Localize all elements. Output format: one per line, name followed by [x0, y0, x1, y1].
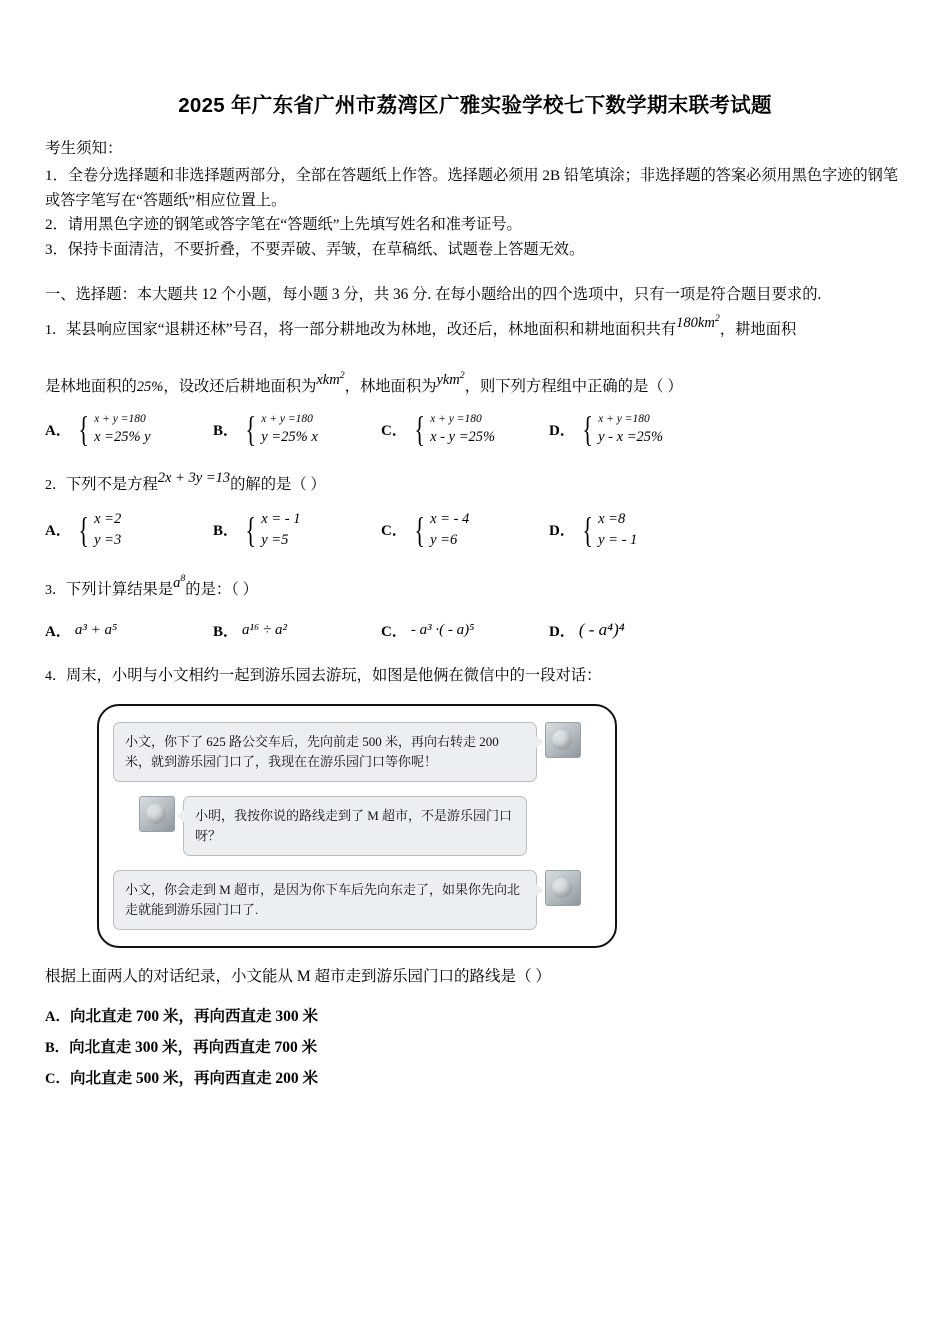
option-d-system: { x =8 y = - 1: [582, 509, 638, 550]
option-a-label: A．: [45, 1008, 70, 1025]
question-2-options: [45, 509, 905, 551]
option-c-label: C．: [45, 1070, 70, 1087]
question-2-number: 2．: [45, 478, 66, 494]
option-d-label: D．: [549, 422, 575, 439]
option-b-label: B．: [213, 523, 239, 540]
question-4-option-b[interactable]: [45, 1032, 905, 1063]
chat-row-2: [139, 796, 601, 856]
question-1-text-d: ，设改还后耕地面积为: [163, 377, 317, 395]
option-a-system: { x =2 y =3: [78, 509, 122, 550]
question-3-option-b[interactable]: [213, 620, 381, 641]
question-4: [45, 663, 905, 690]
question-1-math-a: $180km^2$: [676, 313, 720, 331]
question-4-text: 周末，小明与小文相约一起到游乐园去游玩，如图是他俩在微信中的一段对话：: [66, 666, 602, 684]
option-c-system: { x + y =180 x - y =25%: [414, 408, 496, 449]
question-1-math-d: ykm$^2$: [436, 369, 465, 388]
option-a-expr: a³ + a⁵: [74, 621, 118, 638]
question-2-option-a[interactable]: [45, 509, 213, 551]
question-3-number: 3．: [45, 582, 66, 598]
chat-bubble-2: 小明，我按你说的路线走到了 M 超市，不是游乐园门口呀？: [183, 796, 527, 856]
question-4-number: 4．: [45, 668, 66, 684]
option-b-system: { x = - 1 y =5: [245, 509, 301, 550]
option-a-system: { x + y =180 x =25% y: [78, 408, 151, 449]
question-1: [45, 313, 905, 344]
brace-icon: {: [245, 408, 256, 449]
question-2-text-a: 下列不是方程: [66, 476, 158, 494]
question-1-options: [45, 408, 905, 449]
option-a-label: A．: [45, 623, 71, 640]
question-4-prompt: 根据上面两人的对话纪录，小文能从 M 超市走到游乐园门口的路线是（ ）: [45, 968, 551, 986]
brace-icon: {: [245, 509, 256, 550]
brace-icon: {: [414, 408, 425, 449]
chat-row-3: [113, 870, 601, 930]
avatar-xiaoming: [139, 796, 175, 832]
chat-bubble-3: 小文，你会走到 M 超市，是因为你下车后先向东走了，如果你先向北走就能到游乐园门口了.: [113, 870, 537, 930]
option-c-expr: - a³ ·( - a)⁵: [410, 621, 475, 638]
question-3-text-b: 的是：（ ）: [185, 580, 258, 598]
avatar-xiaowen: [545, 722, 581, 758]
question-1-text-a: 某县响应国家“退耕还林”号召，将一部分耕地改为林地，改还后，林地面积和耕地面积共有: [66, 320, 677, 338]
option-b-system: { x + y =180 y =25% x: [245, 408, 318, 449]
question-1-cont: [45, 369, 905, 401]
bubble-tail-icon: [536, 736, 544, 748]
question-1-number: 1．: [45, 322, 66, 338]
question-1-paren: （ ）: [648, 377, 683, 395]
question-3: [45, 573, 905, 604]
page-title: 2025 年广东省广州市荔湾区广雅实验学校七下数学期末联考试题: [178, 94, 772, 117]
question-3-options: [45, 620, 905, 641]
brace-icon: {: [414, 509, 425, 550]
section-heading: 一、选择题：本大题共 12 个小题，每小题 3 分，共 36 分. 在每小题给出的四个选项中，只有一项是符合题目要求的.: [45, 285, 822, 303]
question-2-text-b: 的解的是（ ）: [230, 476, 326, 494]
option-b-label: B．: [45, 1039, 70, 1056]
question-3-text-a: 下列计算结果是: [66, 580, 174, 598]
option-c-label: C．: [381, 623, 407, 640]
option-c-label: C．: [381, 523, 407, 540]
chat-bubble-1: 小文，你下了 625 路公交车后，先向前走 500 米，再向右转走 200 米，就到游乐园门口了，我现在在游乐园门口等你呢！: [113, 722, 537, 782]
question-1-text-c: 是林地面积的: [45, 377, 137, 395]
option-b-expr: a¹⁶ ÷ a²: [242, 621, 287, 638]
question-2-option-c[interactable]: [381, 509, 549, 551]
question-3-option-d[interactable]: [549, 620, 625, 641]
question-1-text-b: ，耕地面积: [719, 320, 797, 338]
option-d-label: D．: [549, 623, 575, 640]
question-1-option-c[interactable]: [381, 408, 549, 449]
option-b-text: 向北直走 300 米，再向西直走 700 米: [69, 1038, 318, 1056]
question-4-option-a[interactable]: [45, 1001, 905, 1032]
bubble-tail-icon: [536, 884, 544, 896]
notice-line-1: 1．全卷分选择题和非选择题两部分，全部在答题纸上作答。选择题必须用 2B 铅笔填涂；非选择题的答案必须用黑色字迹的钢笔或答字笔写在“答题纸”相应位置上。: [45, 167, 899, 209]
option-a-label: A．: [45, 523, 71, 540]
option-a-text: 向北直走 700 米，再向西直走 300 米: [69, 1007, 318, 1025]
question-1-math-c: xkm$^2$: [316, 369, 345, 388]
brace-icon: {: [582, 408, 593, 449]
notice-line-2: 2．请用黑色字迹的钢笔或答字笔在“答题纸”上先填写姓名和准考证号。: [45, 216, 522, 234]
option-d-system: { x + y =180 y - x =25%: [582, 408, 664, 449]
question-4-option-c[interactable]: [45, 1063, 905, 1094]
option-b-label: B．: [213, 422, 239, 439]
chat-figure: [97, 704, 617, 949]
question-1-option-d[interactable]: [549, 408, 664, 449]
brace-icon: {: [582, 509, 593, 550]
question-1-text-f: ，则下列方程组中正确的是: [464, 377, 649, 395]
question-3-option-a[interactable]: [45, 620, 213, 641]
notice-heading: 考生须知：: [45, 140, 123, 157]
option-d-label: D．: [549, 523, 575, 540]
question-1-option-a[interactable]: [45, 408, 213, 449]
question-1-math-b: 25%: [136, 378, 164, 395]
question-2-option-d[interactable]: [549, 509, 637, 551]
question-1-text-e: ，林地面积为: [344, 377, 437, 395]
question-1-option-b[interactable]: [213, 408, 381, 449]
option-c-label: C．: [381, 422, 407, 439]
option-a-label: A．: [45, 422, 71, 439]
option-b-label: B．: [213, 623, 239, 640]
question-3-option-c[interactable]: [381, 620, 549, 641]
option-d-expr: ( - a⁴)⁴: [578, 620, 625, 640]
notice-line-3: 3．保持卡面清洁，不要折叠，不要弄破、弄皱，在草稿纸、试题卷上答题无效。: [45, 240, 585, 258]
question-2-option-b[interactable]: [213, 509, 381, 551]
question-2: [45, 472, 905, 499]
avatar-xiaowen: [545, 870, 581, 906]
option-c-system: { x = - 4 y =6: [414, 509, 470, 550]
brace-icon: {: [78, 509, 89, 550]
question-3-math-a: $a^8$: [173, 573, 186, 591]
chat-row-1: [113, 722, 601, 782]
brace-icon: {: [78, 408, 89, 449]
option-c-text: 向北直走 500 米，再向西直走 200 米: [69, 1069, 318, 1087]
question-2-math-a: 2x + 3y =13: [157, 470, 231, 487]
bubble-tail-icon: [176, 810, 184, 822]
